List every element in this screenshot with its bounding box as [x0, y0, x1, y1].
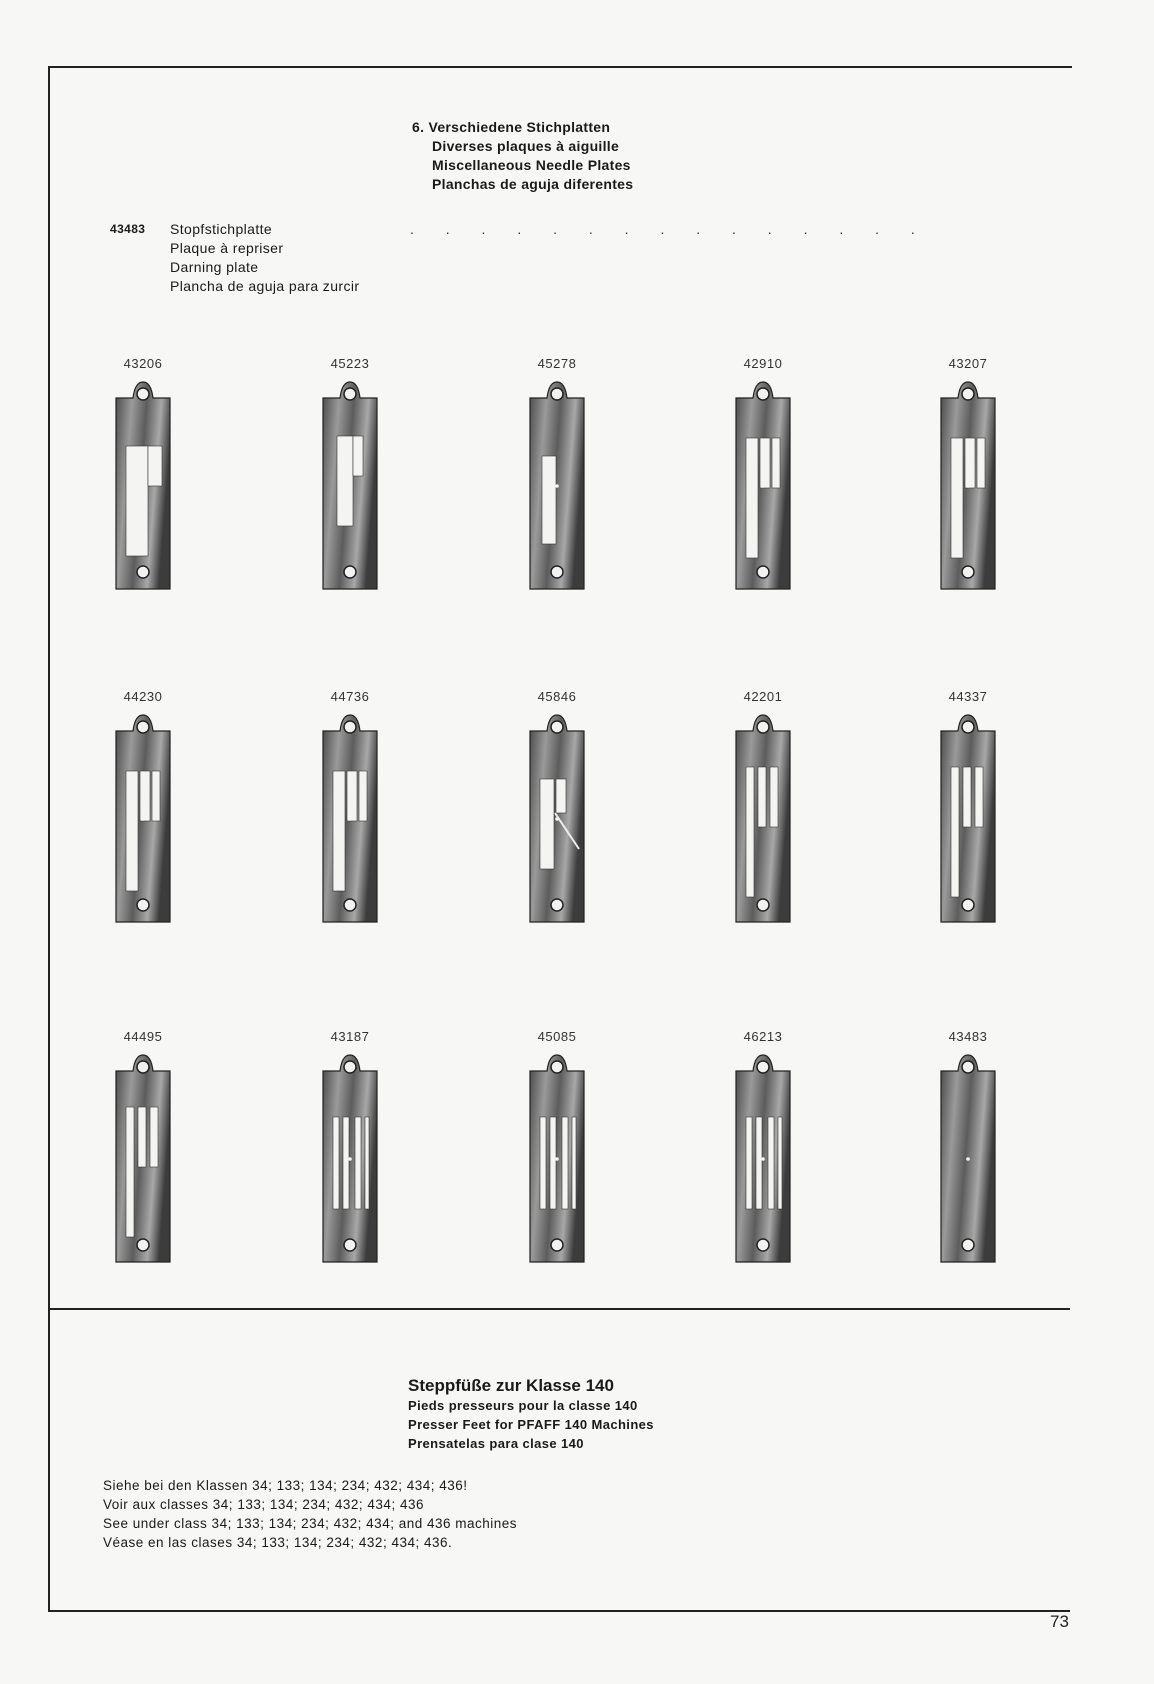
feed-dog-slot [951, 438, 963, 558]
plate-bottom-screw-hole [962, 566, 974, 578]
needle-plate-icon [113, 1049, 173, 1265]
plate-top-screw-hole [757, 721, 769, 733]
darning-label-de: Stopfstichplatte [170, 221, 273, 237]
darning-label-en: Darning plate [170, 259, 259, 275]
plate-top-screw-hole [137, 388, 149, 400]
feed-dog-slot [337, 436, 353, 526]
needle-hole [966, 817, 970, 821]
plate-number-label: 45278 [537, 356, 577, 371]
plate-top-screw-hole [551, 1061, 563, 1073]
needle-plate-45278 [497, 356, 617, 616]
feed-dog-slot [746, 1117, 752, 1209]
feed-dog-slot [746, 438, 758, 558]
needle-plate-icon [938, 1049, 998, 1265]
needle-plate-45085 [497, 1029, 617, 1289]
heading-es: Planchas de aguja diferentes [432, 176, 634, 192]
plate-bottom-screw-hole [962, 1239, 974, 1251]
feed-dog-slot [148, 446, 162, 486]
plate-bottom-screw-hole [551, 1239, 563, 1251]
plate-number-label: 44230 [123, 689, 163, 704]
feed-dog-slot [347, 771, 357, 821]
plate-number-label: 46213 [743, 1029, 783, 1044]
plate-number-label: 43483 [948, 1029, 988, 1044]
presser-feet-es: Prensatelas para clase 140 [408, 1436, 584, 1451]
plate-number-label: 43207 [948, 356, 988, 371]
presser-feet-en: Presser Feet for PFAFF 140 Machines [408, 1417, 654, 1432]
needle-plate-43187 [290, 1029, 410, 1289]
plate-top-screw-hole [137, 1061, 149, 1073]
feed-dog-slot [977, 438, 985, 488]
needle-plate-icon [527, 1049, 587, 1265]
page-frame-bottom [48, 1610, 1070, 1612]
plate-top-screw-hole [757, 388, 769, 400]
note-en: See under class 34; 133; 134; 234; 432; 434; and 436 machines [103, 1516, 518, 1531]
plate-bottom-screw-hole [137, 1239, 149, 1251]
plate-top-screw-hole [344, 388, 356, 400]
needle-plate-43206 [83, 356, 203, 616]
needle-hole [141, 1157, 145, 1161]
page-number: 73 [1050, 1612, 1069, 1631]
feed-dog-slot [150, 1107, 158, 1167]
feed-dog-slot [355, 1117, 361, 1209]
needle-plate-icon [733, 376, 793, 592]
note-fr: Voir aux classes 34; 133; 134; 234; 432; 434; 436 [103, 1497, 424, 1512]
needle-hole [555, 817, 559, 821]
feed-dog-slot [965, 438, 975, 488]
feed-dog-slot [333, 1117, 339, 1209]
needle-hole [966, 484, 970, 488]
needle-plate-icon [320, 709, 380, 925]
feed-dog-slot [951, 767, 959, 897]
feed-dog-slot [126, 446, 148, 556]
needle-hole [141, 817, 145, 821]
darning-label-fr: Plaque à repriser [170, 240, 284, 256]
note-es: Véase en las clases 34; 133; 134; 234; 432; 434; 436. [103, 1535, 453, 1550]
needle-plate-icon [113, 376, 173, 592]
needle-hole [348, 484, 352, 488]
needle-hole [761, 1157, 765, 1161]
needle-hole [348, 1157, 352, 1161]
plate-bottom-screw-hole [344, 566, 356, 578]
plate-number-label: 42910 [743, 356, 783, 371]
plate-bottom-screw-hole [137, 566, 149, 578]
needle-plate-45846 [497, 689, 617, 949]
note-de: Siehe bei den Klassen 34; 133; 134; 234; 432; 434; 436! [103, 1478, 468, 1493]
needle-plate-43207 [908, 356, 1028, 616]
darning-plate-number: 43483 [110, 222, 146, 236]
feed-dog-slot [343, 1117, 349, 1209]
needle-plate-icon [113, 709, 173, 925]
feed-dog-slot [540, 1117, 546, 1209]
section-heading [412, 118, 633, 194]
feed-dog-slot [778, 1117, 782, 1209]
plate-top-screw-hole [551, 721, 563, 733]
needle-hole [348, 817, 352, 821]
plate-number-label: 45846 [537, 689, 577, 704]
plate-top-screw-hole [757, 1061, 769, 1073]
heading-fr: Diverses plaques à aiguille [432, 138, 620, 154]
plate-number-label: 43187 [330, 1029, 370, 1044]
needle-hole [555, 1157, 559, 1161]
plate-bottom-screw-hole [757, 1239, 769, 1251]
plate-top-screw-hole [137, 721, 149, 733]
darning-plate-labels [170, 220, 359, 296]
class-references [103, 1476, 517, 1552]
needle-plate-45223 [290, 356, 410, 616]
feed-dog-slot [540, 779, 554, 869]
feed-dog-slot [760, 438, 770, 488]
plate-bottom-screw-hole [137, 899, 149, 911]
heading-de: 6. Verschiedene Stichplatten [412, 119, 611, 135]
heading-en: Miscellaneous Needle Plates [432, 157, 631, 173]
needle-plate-43483 [908, 1029, 1028, 1289]
darning-label-es: Plancha de aguja para zurcir [170, 278, 360, 294]
feed-dog-slot [152, 771, 160, 821]
feed-dog-slot [556, 779, 566, 813]
plate-top-screw-hole [962, 1061, 974, 1073]
feed-dog-slot [140, 771, 150, 821]
needle-plate-icon [527, 376, 587, 592]
plate-bottom-screw-hole [344, 899, 356, 911]
plate-bottom-screw-hole [962, 899, 974, 911]
needle-hole [761, 817, 765, 821]
plate-bottom-screw-hole [551, 899, 563, 911]
plate-number-label: 44337 [948, 689, 988, 704]
needle-plate-42910 [703, 356, 823, 616]
feed-dog-slot [550, 1117, 556, 1209]
feed-dog-slot [770, 767, 778, 827]
feed-dog-slot [542, 456, 556, 544]
needle-plate-icon [320, 1049, 380, 1265]
presser-feet-subtitles [408, 1396, 654, 1453]
feed-dog-slot [126, 1107, 134, 1237]
plate-number-label: 42201 [743, 689, 783, 704]
feed-dog-slot [756, 1117, 762, 1209]
presser-feet-title: Steppfüße zur Klasse 140 [408, 1376, 614, 1395]
plate-number-label: 45223 [330, 356, 370, 371]
needle-plate-44736 [290, 689, 410, 949]
plate-top-screw-hole [344, 1061, 356, 1073]
plate-number-label: 43206 [123, 356, 163, 371]
feed-dog-slot [975, 767, 983, 827]
feed-dog-slot [772, 438, 780, 488]
feed-dog-slot [572, 1117, 576, 1209]
needle-hole [761, 484, 765, 488]
needle-plate-44337 [908, 689, 1028, 949]
needle-hole [555, 484, 559, 488]
plate-bottom-screw-hole [551, 566, 563, 578]
plate-number-label: 45085 [537, 1029, 577, 1044]
plate-top-screw-hole [962, 721, 974, 733]
plate-number-label: 44736 [330, 689, 370, 704]
plate-bottom-screw-hole [757, 566, 769, 578]
feed-dog-slot [126, 771, 138, 891]
section-divider [48, 1308, 1070, 1310]
needle-plate-icon [527, 709, 587, 925]
feed-dog-slot [768, 1117, 774, 1209]
plate-top-screw-hole [551, 388, 563, 400]
needle-hole [141, 484, 145, 488]
leader-dots: . . . . . . . . . . . . . . . [410, 221, 929, 237]
presser-feet-fr: Pieds presseurs pour la classe 140 [408, 1398, 638, 1413]
feed-dog-slot [353, 436, 363, 476]
needle-plate-icon [938, 709, 998, 925]
needle-plate-icon [938, 376, 998, 592]
plate-number-label: 44495 [123, 1029, 163, 1044]
needle-plate-icon [320, 376, 380, 592]
needle-hole [966, 1157, 970, 1161]
feed-dog-slot [359, 771, 367, 821]
needle-plate-44230 [83, 689, 203, 949]
plate-bottom-screw-hole [344, 1239, 356, 1251]
feed-dog-slot [746, 767, 754, 897]
needle-plate-icon [733, 709, 793, 925]
plate-top-screw-hole [344, 721, 356, 733]
needle-plate-icon [733, 1049, 793, 1265]
needle-plate-44495 [83, 1029, 203, 1289]
needle-plate-42201 [703, 689, 823, 949]
plate-top-screw-hole [962, 388, 974, 400]
feed-dog-slot [562, 1117, 568, 1209]
feed-dog-slot [333, 771, 345, 891]
feed-dog-slot [365, 1117, 369, 1209]
needle-plate-46213 [703, 1029, 823, 1289]
plate-bottom-screw-hole [757, 899, 769, 911]
